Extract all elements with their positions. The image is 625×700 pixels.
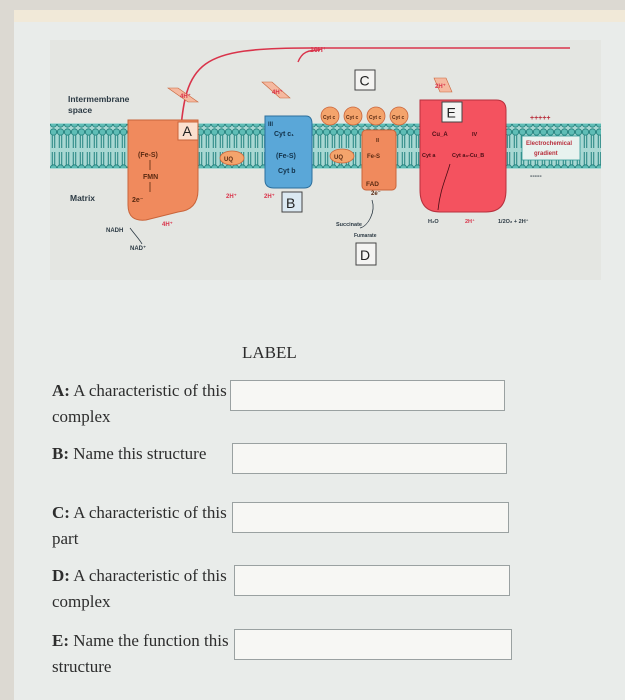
callout-E: E xyxy=(446,104,456,121)
svg-text:Fumarate: Fumarate xyxy=(354,233,377,239)
svg-text:Electrochemical: Electrochemical xyxy=(526,141,573,147)
sheet-top-strip xyxy=(14,10,625,22)
svg-text:Cyt c: Cyt c xyxy=(346,115,359,121)
etc-diagram-svg xyxy=(50,40,601,280)
callout-D: D xyxy=(360,247,371,263)
svg-text:FMN: FMN xyxy=(143,174,159,181)
callout-B: B xyxy=(286,195,296,211)
matrix-label: Matrix xyxy=(70,193,96,203)
answer-box-A[interactable] xyxy=(230,380,505,411)
answer-box-D[interactable] xyxy=(234,565,510,596)
question-C: C: A characteristic of this part xyxy=(52,503,227,548)
svg-text:Cyt c: Cyt c xyxy=(392,115,405,121)
svg-text:Cyt c: Cyt c xyxy=(369,115,382,121)
svg-text:IV: IV xyxy=(472,132,478,138)
svg-text:UQ: UQ xyxy=(334,155,343,161)
intermembrane-label-2: space xyxy=(68,105,93,115)
answer-box-C[interactable] xyxy=(232,502,509,533)
svg-text:2H⁺: 2H⁺ xyxy=(435,84,446,90)
svg-text:Cyt c: Cyt c xyxy=(323,115,336,121)
question-D: D: A characteristic of this complex xyxy=(52,566,227,611)
svg-text:II: II xyxy=(376,138,380,144)
svg-text:4H⁺: 4H⁺ xyxy=(162,222,173,228)
question-E: E: Name the function this structure xyxy=(52,631,229,676)
svg-text:2H⁺: 2H⁺ xyxy=(465,219,475,225)
svg-text:(Fe-S): (Fe-S) xyxy=(276,153,296,160)
worksheet-sheet xyxy=(14,10,625,700)
svg-text:2H⁺: 2H⁺ xyxy=(264,194,275,200)
svg-text:NADH: NADH xyxy=(106,228,124,234)
svg-text:FAD: FAD xyxy=(366,181,379,188)
svg-text:4H⁺: 4H⁺ xyxy=(180,94,191,100)
svg-text:1/2O₂ + 2H⁺: 1/2O₂ + 2H⁺ xyxy=(498,219,529,225)
complex-I xyxy=(106,88,198,252)
etc-diagram xyxy=(50,40,601,280)
svg-text:Fe-S: Fe-S xyxy=(367,154,381,160)
question-A: A: A characteristic of this complex xyxy=(52,381,227,426)
svg-text:Cu_A: Cu_A xyxy=(432,132,448,138)
svg-text:4H⁺: 4H⁺ xyxy=(272,90,283,96)
answer-box-B[interactable] xyxy=(232,443,507,474)
svg-text:Cyt a: Cyt a xyxy=(422,153,436,159)
worksheet-title: LABEL xyxy=(242,343,297,362)
svg-text:NAD⁺: NAD⁺ xyxy=(130,246,147,252)
callout-A: A xyxy=(182,123,192,139)
svg-text:2H⁺: 2H⁺ xyxy=(226,194,237,200)
cytochrome-c-chain xyxy=(321,70,408,125)
svg-text:2e⁻: 2e⁻ xyxy=(132,197,144,204)
svg-text:-----: ----- xyxy=(530,173,542,180)
svg-text:+++++: +++++ xyxy=(530,115,551,122)
svg-text:gradient: gradient xyxy=(534,151,558,157)
svg-text:III: III xyxy=(268,122,274,128)
svg-text:UQ: UQ xyxy=(224,157,233,163)
svg-text:Cyt b: Cyt b xyxy=(278,168,296,175)
question-B: B: Name this structure xyxy=(52,444,207,463)
svg-text:Cyt a₃-Cu_B: Cyt a₃-Cu_B xyxy=(452,153,485,159)
svg-text:(Fe-S): (Fe-S) xyxy=(138,152,158,159)
total-protons-label: 10H⁺ xyxy=(310,47,327,54)
svg-text:H₂O: H₂O xyxy=(428,219,439,225)
intermembrane-label: Intermembrane xyxy=(68,94,130,104)
svg-text:Cyt c₁: Cyt c₁ xyxy=(274,131,295,138)
callout-C: C xyxy=(359,72,370,89)
answer-box-E[interactable] xyxy=(234,629,512,660)
svg-text:2e⁻: 2e⁻ xyxy=(371,191,381,197)
svg-text:Succinate: Succinate xyxy=(336,222,362,228)
